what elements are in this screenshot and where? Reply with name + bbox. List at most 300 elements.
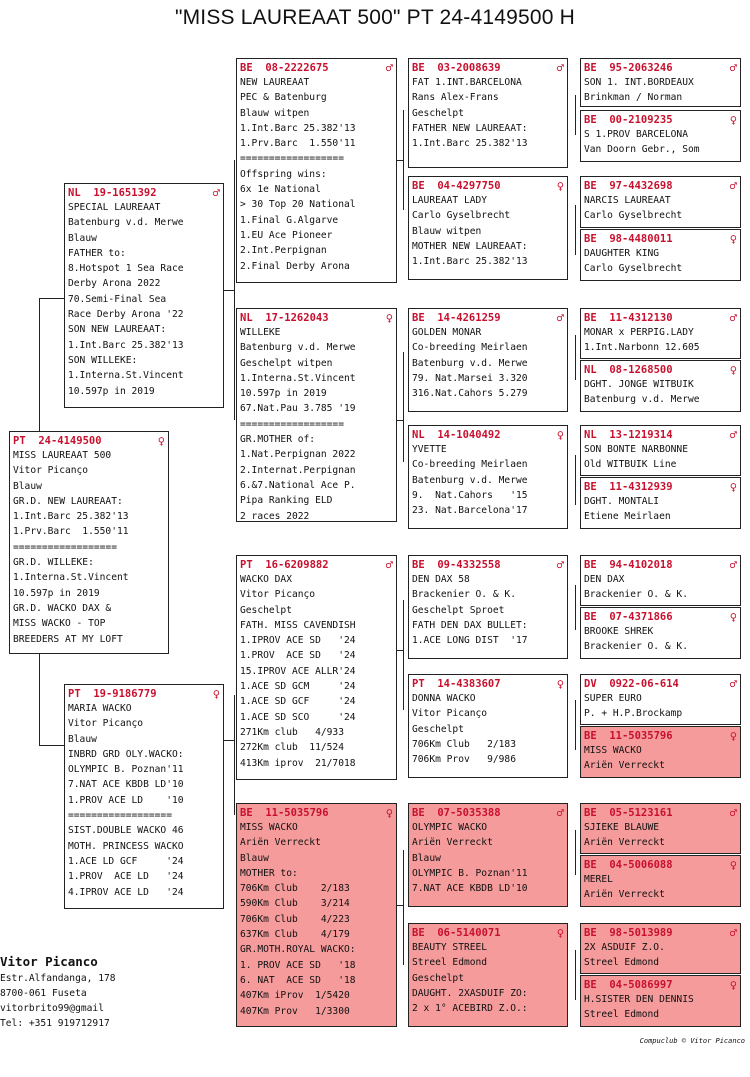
card-line: Race Derby Arona '22	[68, 309, 184, 321]
ring-number: 04-5086997	[609, 979, 673, 991]
ring-number: 94-4102018	[609, 559, 673, 571]
pigeon-card-gggp[interactable]	[580, 855, 741, 907]
card-line: 316.Nat.Cahors 5.279	[412, 388, 528, 400]
card-line: ==================	[240, 153, 344, 165]
pigeon-card-grandmother-maternal[interactable]	[236, 803, 397, 1027]
pigeon-card-gggp[interactable]	[580, 229, 741, 281]
ring-number: 04-5006088	[609, 859, 673, 871]
card-line: FATHER to:	[68, 247, 126, 259]
ring-number: 11-5035796	[265, 807, 329, 819]
card-line: Batenburg v.d. Merwe	[412, 357, 528, 369]
card-line: NEW LAUREAAT	[240, 77, 310, 88]
country-code: BE	[584, 979, 597, 991]
pigeon-card-ggp[interactable]	[408, 674, 568, 778]
country-code: BE	[584, 927, 597, 939]
card-line: 6.&7.National Ace P.	[240, 479, 356, 491]
card-line: SON NEW LAUREAAT:	[68, 324, 167, 336]
card-line: OLYMPIC B. Poznan'11	[412, 867, 528, 879]
male-sex-icon: ♂	[729, 179, 737, 193]
female-sex-icon: ♀	[729, 978, 737, 992]
ring-header	[584, 113, 737, 127]
female-sex-icon: ♀	[212, 687, 220, 701]
connector-line	[397, 420, 404, 421]
pigeon-card-gggp[interactable]	[580, 726, 741, 778]
female-sex-icon: ♀	[556, 428, 564, 442]
card-line: SON WILLEKE:	[68, 354, 138, 366]
card-line: SJIEKE BLAUWE	[584, 822, 660, 833]
ring-header	[412, 677, 564, 691]
card-line: MOTHER NEW LAUREAAT:	[412, 240, 528, 252]
card-line: Blauw	[412, 852, 441, 864]
card-line: 1.Int.Barc 25.382'13	[412, 138, 528, 150]
pigeon-card-ggp[interactable]	[408, 308, 568, 412]
owner-phone: Tel: +351 919712917	[0, 1018, 110, 1029]
owner-email[interactable]: vitorbrito99@gmail	[0, 1003, 104, 1014]
female-sex-icon: ♀	[729, 363, 737, 377]
country-code: NL	[584, 429, 597, 441]
card-line: 9. Nat.Cahors '15	[412, 489, 528, 501]
footer-credit: Compuclub © Vitor Picanco	[639, 1037, 745, 1045]
card-line: Batenburg v.d. Merwe	[584, 394, 700, 406]
card-line: 2 races 2022	[240, 510, 310, 522]
connector-line	[397, 905, 404, 906]
connector-line	[575, 830, 576, 875]
card-line: 407Km iProv 1/5420	[240, 990, 350, 1002]
pigeon-card-gggp[interactable]	[580, 58, 741, 107]
card-line: Batenburg v.d. Merwe	[412, 474, 528, 486]
card-line: 79. Nat.Marsei 3.320	[412, 372, 528, 384]
ring-number: 11-5035796	[609, 730, 673, 742]
card-line: 706Km Club 2/183	[240, 883, 350, 895]
female-sex-icon: ♀	[729, 113, 737, 127]
country-code: BE	[584, 180, 597, 192]
ring-number: 08-2222675	[265, 62, 329, 74]
pigeon-card-grandfather-paternal[interactable]	[236, 58, 397, 283]
ring-header	[584, 978, 737, 992]
ring-number: 98-4480011	[609, 233, 673, 245]
pigeon-card-mother[interactable]	[64, 684, 224, 909]
male-sex-icon: ♂	[729, 677, 737, 691]
card-line: H.SISTER DEN DENNIS	[584, 994, 694, 1005]
pigeon-card-father[interactable]	[64, 183, 224, 408]
card-line: P. + H.P.Brockamp	[584, 708, 683, 720]
pigeon-card-gggp[interactable]	[580, 555, 741, 606]
pigeon-card-ggp[interactable]	[408, 425, 568, 529]
card-line: Van Doorn Gebr., Som	[584, 144, 700, 156]
female-sex-icon: ♀	[729, 232, 737, 246]
card-line: BEAUTY STREEL	[412, 942, 488, 953]
card-line: 1.PROV ACE LD '10	[68, 794, 184, 806]
male-sex-icon: ♂	[212, 186, 220, 200]
ring-header	[240, 311, 393, 325]
card-line: Vitor Picanço	[240, 589, 316, 601]
card-line: Blauw	[240, 852, 269, 864]
card-line: 407Km Prov 1/3300	[240, 1005, 350, 1017]
ring-header	[412, 806, 564, 820]
ring-header	[584, 729, 737, 743]
card-line: 1.Interna.St.Vincent	[68, 370, 184, 382]
pigeon-card-subject[interactable]	[9, 431, 169, 654]
female-sex-icon: ♀	[729, 729, 737, 743]
card-line: Brackenier O. & K.	[584, 641, 688, 653]
card-line: INBRD GRD OLY.WACKO:	[68, 748, 184, 760]
connector-line	[397, 650, 404, 651]
connector-line	[403, 352, 404, 462]
ring-header	[68, 687, 220, 701]
connector-line	[403, 850, 404, 965]
pigeon-card-grandmother-paternal[interactable]	[236, 308, 397, 522]
card-line: 1.Int.Narbonn 12.605	[584, 342, 700, 354]
country-code: NL	[240, 312, 253, 324]
card-line: Carlo Gyselbrecht	[412, 210, 511, 222]
card-line: 7.NAT ACE KBDB LD'10	[412, 883, 528, 895]
card-line: Batenburg v.d. Merwe	[240, 342, 356, 354]
card-line: Blauw	[13, 480, 42, 492]
card-line: 15.IPROV ACE ALLR'24	[240, 665, 356, 677]
pigeon-card-gggp[interactable]	[580, 674, 741, 725]
card-line: FATHER NEW LAUREAAT:	[412, 122, 528, 134]
card-line: ==================	[68, 810, 172, 822]
card-line: MOTH. PRINCESS WACKO	[68, 840, 184, 852]
card-line: Streel Edmond	[584, 1009, 660, 1021]
card-line: OLYMPIC B. Poznan'11	[68, 764, 184, 776]
ring-header	[584, 232, 737, 246]
card-line: 1.ACE SD GCM '24	[240, 681, 356, 693]
card-line: Ariën Verreckt	[412, 837, 493, 849]
connector-line	[575, 950, 576, 1000]
card-line: 1.Int.Barc 25.382'13	[13, 511, 129, 523]
connector-line	[39, 298, 64, 299]
owner-postal: 8700-061 Fuseta	[0, 988, 87, 999]
card-line: DEN DAX	[584, 574, 625, 585]
country-code: BE	[584, 611, 597, 623]
card-line: SON 1. INT.BORDEAUX	[584, 77, 694, 88]
card-line: Geschelpt	[412, 723, 464, 735]
card-line: 413Km iprov 21/7018	[240, 757, 356, 769]
ring-header	[412, 428, 564, 442]
card-line: 1.Interna.St.Vincent	[13, 572, 129, 584]
card-line: 4.IPROV ACE LD '24	[68, 886, 184, 898]
card-line: OLYMPIC WACKO	[412, 822, 488, 833]
ring-number: 14-1040492	[437, 429, 501, 441]
card-line: MEREL	[584, 874, 613, 885]
country-code: BE	[240, 807, 253, 819]
male-sex-icon: ♂	[556, 61, 564, 75]
card-line: MISS WACKO	[584, 745, 642, 756]
card-line: Brackenier O. & K.	[412, 589, 516, 601]
female-sex-icon: ♀	[729, 858, 737, 872]
card-line: Blauw	[68, 733, 97, 745]
ring-header	[584, 428, 737, 442]
card-line: GR.D. WACKO DAX &	[13, 602, 112, 614]
card-line: SUPER EURO	[584, 693, 642, 704]
ring-number: 19-1651392	[93, 187, 157, 199]
card-line: Ariën Verreckt	[584, 889, 665, 901]
card-line: 23. Nat.Barcelona'17	[412, 505, 528, 517]
ring-number: 24-4149500	[38, 435, 102, 447]
card-line: Vitor Picanço	[68, 718, 144, 730]
country-code: PT	[68, 688, 81, 700]
owner-address: Estr.Alfandanga, 178	[0, 973, 116, 984]
card-line: 2.Final Derby Arona	[240, 260, 350, 272]
card-line: Pipa Ranking ELD	[240, 495, 333, 507]
card-line: WACKO DAX	[240, 574, 292, 585]
card-line: FAT 1.INT.BARCELONA	[412, 77, 522, 88]
card-line: 8.Hotspot 1 Sea Race	[68, 263, 184, 275]
card-line: Ariën Verreckt	[240, 837, 321, 849]
card-line: SIST.DOUBLE WACKO 46	[68, 825, 184, 837]
ring-number: 14-4383607	[437, 678, 501, 690]
connector-line	[575, 205, 576, 255]
card-line: DONNA WACKO	[412, 693, 476, 704]
country-code: BE	[412, 807, 425, 819]
ring-header	[584, 806, 737, 820]
card-line: SON BONTE NARBONNE	[584, 444, 688, 455]
country-code: NL	[584, 364, 597, 376]
pigeon-card-ggp[interactable]	[408, 58, 568, 168]
ring-number: 16-6209882	[265, 559, 329, 571]
owner-contact-block	[0, 953, 230, 1031]
card-line: Etiene Meirlaen	[584, 511, 671, 523]
card-line: Carlo Gyselbrecht	[584, 263, 683, 275]
card-line: 10.597p in 2019	[68, 385, 155, 397]
card-line: 1.PROV ACE LD '24	[68, 871, 184, 883]
male-sex-icon: ♂	[729, 806, 737, 820]
card-line: Geschelpt witpen	[240, 357, 333, 369]
country-code: BE	[412, 62, 425, 74]
card-line: GOLDEN MONAR	[412, 327, 482, 338]
pigeon-card-gggp[interactable]	[580, 360, 741, 412]
ring-header	[584, 677, 737, 691]
ring-header	[584, 480, 737, 494]
country-code: BE	[412, 559, 425, 571]
ring-header	[584, 858, 737, 872]
card-line: Geschelpt Sproet	[412, 604, 505, 616]
card-line: 1.ACE LD GCF '24	[68, 855, 184, 867]
card-line: 67.Nat.Pau 3.785 '19	[240, 403, 356, 415]
pigeon-card-gggp[interactable]	[580, 607, 741, 659]
pigeon-card-gggp[interactable]	[580, 477, 741, 529]
card-line: 7.NAT ACE KBDB LD'10	[68, 779, 184, 791]
card-line: Geschelpt	[240, 604, 292, 616]
connector-line	[39, 745, 64, 746]
card-line: 70.Semi-Final Sea	[68, 293, 167, 305]
card-line: Ariën Verreckt	[584, 760, 665, 772]
card-line: Co-breeding Meirlaen	[412, 342, 528, 354]
pigeon-card-ggp[interactable]	[408, 176, 568, 280]
ring-number: 07-5035388	[437, 807, 501, 819]
male-sex-icon: ♂	[556, 311, 564, 325]
ring-number: 0922-06-614	[609, 678, 679, 690]
pigeon-card-grandfather-maternal[interactable]	[236, 555, 397, 780]
ring-header	[584, 610, 737, 624]
card-line: 271Km club 4/933	[240, 726, 344, 738]
ring-number: 00-2109235	[609, 114, 673, 126]
country-code: BE	[584, 481, 597, 493]
card-line: DAUGHTER KING	[584, 248, 660, 259]
card-line: Batenburg v.d. Merwe	[68, 217, 184, 229]
ring-number: 95-2063246	[609, 62, 673, 74]
male-sex-icon: ♂	[385, 558, 393, 572]
connector-line	[575, 95, 576, 135]
ring-number: 03-2008639	[437, 62, 501, 74]
card-line: 706Km Club 4/223	[240, 913, 350, 925]
card-line: 1.Int.Barc 25.382'13	[68, 339, 184, 351]
card-line: Streel Edmond	[412, 957, 488, 969]
female-sex-icon: ♀	[556, 926, 564, 940]
card-line: Geschelpt	[412, 107, 464, 119]
ring-number: 09-4332558	[437, 559, 501, 571]
country-code: BE	[584, 114, 597, 126]
male-sex-icon: ♂	[729, 428, 737, 442]
ring-header	[412, 558, 564, 572]
card-line: 706Km Prov 9/986	[412, 754, 516, 766]
country-code: BE	[412, 180, 425, 192]
pigeon-card-gggp[interactable]	[580, 975, 741, 1027]
card-line: 1.PROV ACE SD '24	[240, 650, 356, 662]
card-line: 1.Final G.Algarve	[240, 214, 339, 226]
card-line: Vitor Picanço	[412, 708, 488, 720]
card-line: 1.Prv.Barc 1.550'11	[13, 526, 129, 538]
ring-header	[68, 186, 220, 200]
card-line: 1.Prv.Barc 1.550'11	[240, 138, 356, 150]
card-line: 10.597p in 2019	[13, 587, 100, 599]
ring-number: 17-1262043	[265, 312, 329, 324]
ring-number: 97-4432698	[609, 180, 673, 192]
pigeon-card-ggp[interactable]	[408, 923, 568, 1027]
card-line: Derby Arona 2022	[68, 278, 161, 290]
pigeon-card-gggp[interactable]	[580, 110, 741, 162]
country-code: BE	[584, 62, 597, 74]
country-code: BE	[584, 559, 597, 571]
card-line: SPECIAL LAUREAAT	[68, 202, 161, 213]
ring-header	[412, 61, 564, 75]
ring-number: 98-5013989	[609, 927, 673, 939]
country-code: PT	[240, 559, 253, 571]
country-code: BE	[240, 62, 253, 74]
card-line: 2.Int.Perpignan	[240, 245, 327, 257]
card-line: MONAR x PERPIG.LADY	[584, 327, 694, 338]
pigeon-card-gggp[interactable]	[580, 803, 741, 854]
card-line: Streel Edmond	[584, 957, 660, 969]
card-line: 1. PROV ACE SD '18	[240, 959, 356, 971]
card-line: MISS WACKO - TOP	[13, 618, 106, 630]
card-line: 6x 1e National	[240, 184, 321, 196]
pigeon-card-gggp[interactable]	[580, 176, 741, 228]
male-sex-icon: ♂	[729, 926, 737, 940]
ring-header	[584, 179, 737, 193]
card-line: 2 x 1° ACEBIRD Z.O.:	[412, 1003, 528, 1015]
country-code: BE	[412, 927, 425, 939]
card-line: Co-breeding Meirlaen	[412, 459, 528, 471]
connector-line	[575, 335, 576, 380]
male-sex-icon: ♂	[729, 311, 737, 325]
pigeon-card-gggp[interactable]	[580, 308, 741, 359]
card-line: Brinkman / Norman	[584, 92, 683, 104]
country-code: NL	[412, 429, 425, 441]
connector-line	[397, 160, 404, 161]
male-sex-icon: ♂	[729, 558, 737, 572]
pigeon-card-ggp[interactable]	[408, 555, 568, 659]
card-line: NARCIS LAUREAAT	[584, 195, 671, 206]
card-line: MISS LAUREAAT 500	[13, 450, 112, 461]
card-line: Vitor Picanço	[13, 465, 89, 477]
country-code: BE	[584, 312, 597, 324]
ring-header	[13, 434, 165, 448]
card-line: 1.Interna.St.Vincent	[240, 372, 356, 384]
card-line: YVETTE	[412, 444, 447, 455]
card-line: Old WITBUIK Line	[584, 459, 677, 471]
male-sex-icon: ♂	[556, 558, 564, 572]
ring-header	[584, 926, 737, 940]
card-line: MARIA WACKO	[68, 703, 132, 714]
pigeon-card-gggp[interactable]	[580, 425, 741, 476]
card-line: 2X ASDUIF Z.O.	[584, 942, 665, 953]
connector-line	[234, 695, 235, 815]
ring-number: 13-1219314	[609, 429, 673, 441]
card-line: FATH. MISS CAVENDISH	[240, 619, 356, 631]
ring-number: 19-9186779	[93, 688, 157, 700]
pigeon-card-ggp[interactable]	[408, 803, 568, 907]
female-sex-icon: ♀	[556, 677, 564, 691]
country-code: BE	[584, 807, 597, 819]
female-sex-icon: ♀	[385, 311, 393, 325]
female-sex-icon: ♀	[157, 434, 165, 448]
card-line: Blauw	[68, 232, 97, 244]
country-code: NL	[68, 187, 81, 199]
card-line: 2.Internat.Perpignan	[240, 464, 356, 476]
card-line: S 1.PROV BARCELONA	[584, 129, 688, 140]
card-line: 1.ACE LONG DIST '17	[412, 635, 528, 647]
card-line: LAUREAAT LADY	[412, 195, 488, 206]
female-sex-icon: ♀	[729, 610, 737, 624]
country-code: DV	[584, 678, 597, 690]
card-line: 706Km Club 2/183	[412, 738, 516, 750]
pedigree-title: "MISS LAUREAAT 500" PT 24-4149500 H	[174, 6, 576, 29]
ring-number: 08-1268500	[609, 364, 673, 376]
card-line: Blauw witpen	[240, 107, 310, 119]
ring-header	[412, 179, 564, 193]
card-line: MISS WACKO	[240, 822, 298, 833]
card-line: 1.EU Ace Pioneer	[240, 229, 333, 241]
card-line: Rans Alex-Frans	[412, 92, 499, 104]
card-line: GR.MOTHER of:	[240, 434, 316, 446]
female-sex-icon: ♀	[729, 480, 737, 494]
card-line: 272Km club 11/524	[240, 742, 344, 754]
card-line: DEN DAX 58	[412, 574, 470, 585]
card-line: 10.597p in 2019	[240, 388, 327, 400]
card-line: BROOKE SHREK	[584, 626, 654, 637]
card-line: 1.ACE SD SCO '24	[240, 711, 356, 723]
ring-header	[584, 558, 737, 572]
card-line: MOTHER to:	[240, 867, 298, 879]
connector-line	[575, 700, 576, 750]
card-line: ==================	[13, 541, 117, 553]
connector-line	[234, 290, 235, 420]
card-line: 1.ACE SD GCF '24	[240, 696, 356, 708]
owner-name: Vitor Picanco	[0, 954, 98, 969]
ring-number: 11-4312939	[609, 481, 673, 493]
card-line: DGHT. MONTALI	[584, 496, 660, 507]
card-line: GR.MOTH.ROYAL WACKO:	[240, 944, 356, 956]
ring-number: 04-4297750	[437, 180, 501, 192]
card-line: PEC & Batenburg	[240, 92, 327, 104]
ring-number: 05-5123161	[609, 807, 673, 819]
connector-line	[39, 654, 40, 745]
pigeon-card-gggp[interactable]	[580, 923, 741, 974]
card-line: GR.D. WILLEKE:	[13, 557, 94, 569]
ring-number: 11-4312130	[609, 312, 673, 324]
